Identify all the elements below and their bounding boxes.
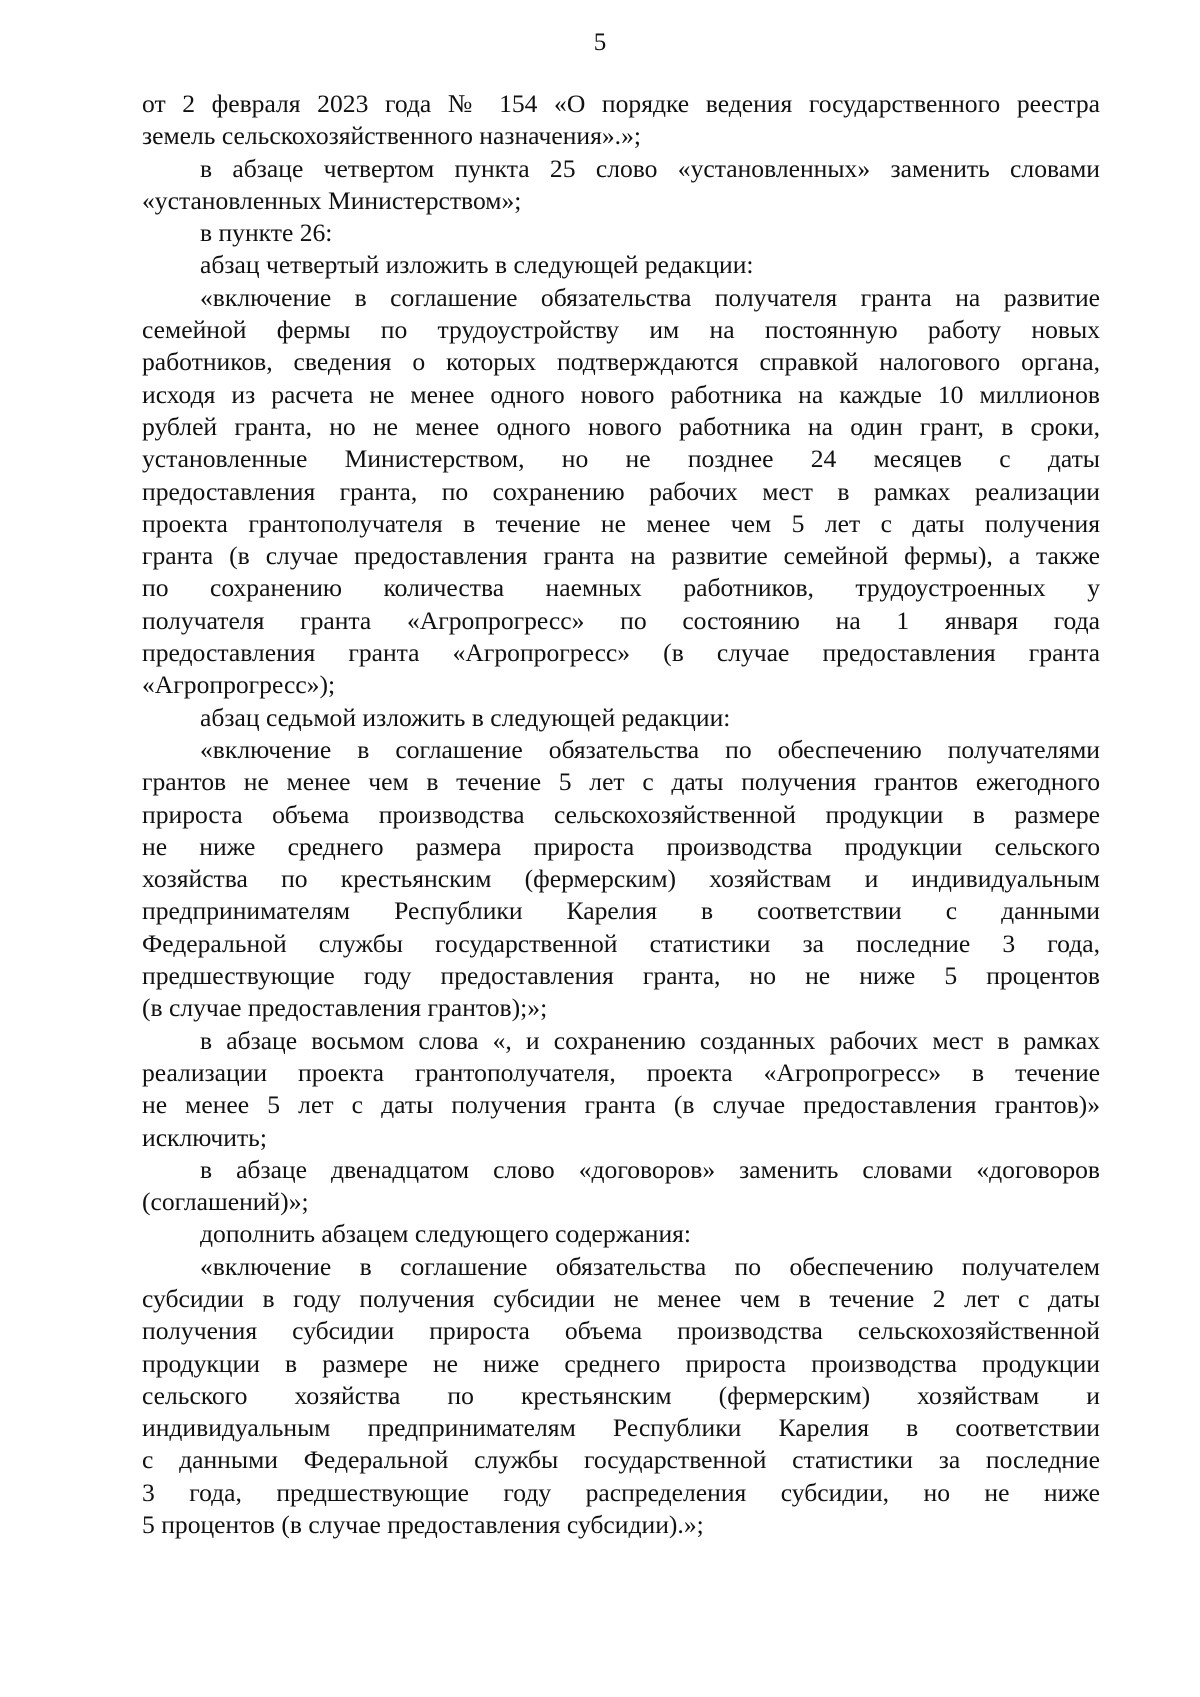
text-line: по сохранению количества наемных работников, трудоустроенных у bbox=[142, 573, 1100, 603]
paragraph bbox=[142, 1218, 1100, 1250]
paragraph bbox=[142, 88, 1100, 153]
text-line: сельского хозяйства по крестьянским (фермерским) хозяйствам и bbox=[142, 1380, 1100, 1410]
text-line: «включение в соглашение обязательства по обеспечению получателем bbox=[200, 1251, 1100, 1281]
paragraph bbox=[142, 217, 1100, 249]
paragraph bbox=[142, 282, 1100, 702]
text-line: работников, сведения о которых подтверждаются справкой налогового органа, bbox=[142, 347, 1100, 377]
text-line: абзац седьмой изложить в следующей редакции: bbox=[200, 702, 731, 732]
text-line: семейной фермы по трудоустройству им на постоянную работу новых bbox=[142, 315, 1100, 345]
text-line: «Агропрогресс»); bbox=[142, 670, 336, 700]
text-line: индивидуальным предпринимателям Республики Карелия в соответствии bbox=[142, 1413, 1100, 1443]
text-line: (соглашений)»; bbox=[142, 1187, 309, 1217]
text-line: рублей гранта, но не менее одного нового работника на один грант, в сроки, bbox=[142, 411, 1100, 441]
text-line: с данными Федеральной службы государственной статистики за последние bbox=[142, 1445, 1100, 1475]
text-line: получателя гранта «Агропрогресс» по состоянию на 1 января года bbox=[142, 605, 1100, 635]
text-line: не ниже среднего размера прироста производства продукции сельского bbox=[142, 831, 1100, 861]
text-line: «установленных Министерством»; bbox=[142, 185, 522, 215]
text-line: установленные Министерством, но не позднее 24 месяцев с даты bbox=[142, 444, 1100, 474]
text-line: гранта (в случае предоставления гранта на развитие семейной фермы), а также bbox=[142, 541, 1100, 571]
text-line: абзац четвертый изложить в следующей редакции: bbox=[200, 250, 754, 280]
document-body bbox=[142, 88, 1100, 1541]
paragraph bbox=[142, 1154, 1100, 1219]
text-line: (в случае предоставления грантов);»; bbox=[142, 993, 548, 1023]
text-line: исключить; bbox=[142, 1122, 267, 1152]
text-line: прироста объема производства сельскохозяйственной продукции в размере bbox=[142, 799, 1100, 829]
text-line: в абзаце двенадцатом слово «договоров» заменить словами «договоров bbox=[200, 1154, 1100, 1184]
paragraph bbox=[142, 1251, 1100, 1542]
paragraph bbox=[142, 702, 1100, 734]
page-number: 5 bbox=[593, 29, 607, 56]
text-line: предоставления гранта, по сохранению рабочих мест в рамках реализации bbox=[142, 476, 1100, 506]
text-line: от 2 февраля 2023 года № 154 «О порядке ведения государственного реестра bbox=[142, 89, 1100, 118]
text-line: хозяйства по крестьянским (фермерским) хозяйствам и индивидуальным bbox=[142, 864, 1100, 894]
text-line: проекта грантополучателя в течение не менее чем 5 лет с даты получения bbox=[142, 508, 1100, 538]
text-line: не менее 5 лет с даты получения гранта (в случае предоставления грантов)» bbox=[142, 1090, 1100, 1120]
text-line: предпринимателям Республики Карелия в соответствии с данными bbox=[142, 896, 1100, 926]
text-line: получения субсидии прироста объема производства сельскохозяйственной bbox=[142, 1316, 1100, 1346]
paragraph bbox=[142, 153, 1100, 218]
text-line: в абзаце четвертом пункта 25 слово «установленных» заменить словами bbox=[200, 153, 1100, 183]
text-line: предоставления гранта «Агропрогресс» (в случае предоставления гранта bbox=[142, 638, 1100, 668]
text-line: в абзаце восьмом слова «, и сохранению созданных рабочих мест в рамках bbox=[200, 1025, 1100, 1055]
paragraph bbox=[142, 1025, 1100, 1154]
paragraph bbox=[142, 734, 1100, 1025]
text-line: субсидии в году получения субсидии не менее чем в течение 2 лет с даты bbox=[142, 1283, 1100, 1313]
text-line: исходя из расчета не менее одного нового работника на каждые 10 миллионов bbox=[142, 379, 1100, 409]
text-line: реализации проекта грантополучателя, проекта «Агропрогресс» в течение bbox=[142, 1057, 1100, 1087]
text-line: земель сельскохозяйственного назначения».»; bbox=[142, 121, 641, 151]
text-line: «включение в соглашение обязательства по обеспечению получателями bbox=[200, 734, 1100, 764]
paragraph bbox=[142, 249, 1100, 281]
text-line: 3 года, предшествующие году распределения субсидии, но не ниже bbox=[142, 1477, 1100, 1507]
text-line: Федеральной службы государственной статистики за последние 3 года, bbox=[142, 928, 1100, 958]
text-line: грантов не менее чем в течение 5 лет с даты получения грантов ежегодного bbox=[142, 767, 1100, 797]
text-line: предшествующие году предоставления гранта, но не ниже 5 процентов bbox=[142, 961, 1100, 991]
text-line: дополнить абзацем следующего содержания: bbox=[200, 1219, 692, 1249]
text-line: «включение в соглашение обязательства получателя гранта на развитие bbox=[200, 282, 1100, 312]
text-line: продукции в размере не ниже среднего прироста производства продукции bbox=[142, 1348, 1100, 1378]
text-line: в пункте 26: bbox=[200, 218, 333, 248]
text-line: 5 процентов (в случае предоставления субсидии).»; bbox=[142, 1510, 704, 1540]
